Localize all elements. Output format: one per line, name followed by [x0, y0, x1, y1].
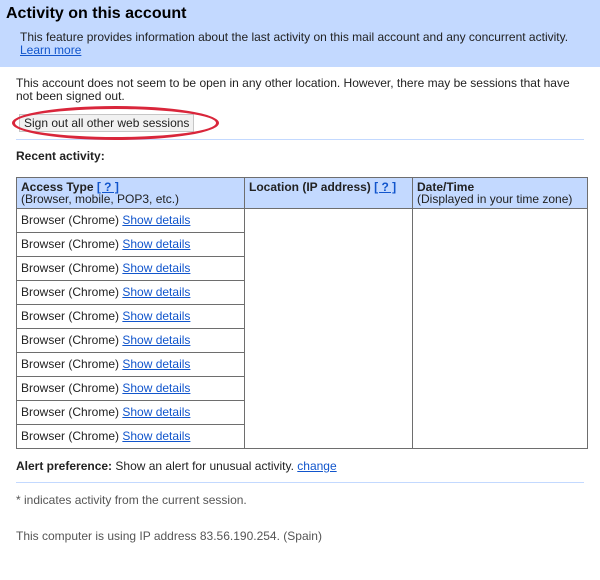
column-access-type: [17, 178, 245, 209]
access-type-cell: [17, 257, 245, 281]
description-text: This feature provides information about the last activity on this mail account and any concurrent activity.: [20, 30, 569, 44]
access-type-subheading: (Browser, mobile, POP3, etc.): [21, 192, 180, 206]
alert-preference-text: Show an alert for unusual activity.: [115, 459, 294, 473]
access-type-value: Browser (Chrome): [21, 381, 120, 395]
column-datetime: [413, 178, 588, 209]
access-type-cell: [17, 425, 245, 449]
current-session-note: * indicates activity from the current session.: [16, 493, 247, 507]
column-location: [245, 178, 413, 209]
access-type-value: Browser (Chrome): [21, 333, 120, 347]
feature-description: [20, 31, 594, 57]
section-divider: [16, 139, 584, 140]
datetime-subheading: (Displayed in your time zone): [417, 192, 573, 206]
datetime-heading: Date/Time: [417, 180, 475, 194]
activity-table: [16, 177, 588, 449]
access-type-value: Browser (Chrome): [21, 357, 120, 371]
show-details-link[interactable]: Show details: [122, 237, 191, 251]
access-type-value: Browser (Chrome): [21, 213, 120, 227]
show-details-link[interactable]: Show details: [122, 405, 191, 419]
activity-header: [0, 0, 600, 67]
footer-divider: [16, 482, 584, 483]
table-header-row: [17, 178, 588, 209]
show-details-link[interactable]: Show details: [122, 381, 191, 395]
location-help-link[interactable]: [ ? ]: [374, 180, 397, 194]
access-type-cell: [17, 401, 245, 425]
show-details-link[interactable]: Show details: [122, 309, 191, 323]
alert-preference: [16, 459, 600, 473]
sign-out-wrapper: [16, 109, 584, 139]
access-type-cell: [17, 281, 245, 305]
alert-preference-label: Alert preference:: [16, 459, 113, 473]
sessions-section: [0, 77, 600, 139]
access-type-heading: Access Type: [21, 180, 94, 194]
access-type-cell: [17, 233, 245, 257]
alert-change-link[interactable]: change: [297, 459, 337, 473]
learn-more-link[interactable]: Learn more: [20, 43, 82, 57]
access-type-value: Browser (Chrome): [21, 261, 120, 275]
access-type-cell: [17, 377, 245, 401]
ip-address-info: This computer is using IP address 83.56.190.254. (Spain): [16, 529, 322, 543]
access-type-cell: [17, 329, 245, 353]
sessions-message: This account does not seem to be open in any other location. However, there may be sessions that have not been signed out.: [16, 76, 570, 103]
recent-activity-label: Recent activity:: [16, 149, 105, 163]
show-details-link[interactable]: Show details: [122, 357, 191, 371]
access-type-help-link[interactable]: [ ? ]: [96, 180, 119, 194]
datetime-cell: [413, 209, 588, 449]
sign-out-all-sessions-button[interactable]: Sign out all other web sessions: [19, 114, 194, 132]
page-title: Activity on this account: [6, 5, 187, 22]
show-details-link[interactable]: Show details: [122, 429, 191, 443]
access-type-value: Browser (Chrome): [21, 405, 120, 419]
access-type-value: Browser (Chrome): [21, 429, 120, 443]
access-type-value: Browser (Chrome): [21, 309, 120, 323]
location-heading: Location (IP address): [249, 180, 371, 194]
access-type-cell: [17, 305, 245, 329]
access-type-cell: [17, 209, 245, 233]
show-details-link[interactable]: Show details: [122, 213, 191, 227]
location-cell: [245, 209, 413, 449]
access-type-value: Browser (Chrome): [21, 285, 120, 299]
access-type-cell: [17, 353, 245, 377]
show-details-link[interactable]: Show details: [122, 333, 191, 347]
access-type-value: Browser (Chrome): [21, 237, 120, 251]
show-details-link[interactable]: Show details: [122, 285, 191, 299]
table-row: [17, 209, 588, 233]
show-details-link[interactable]: Show details: [122, 261, 191, 275]
